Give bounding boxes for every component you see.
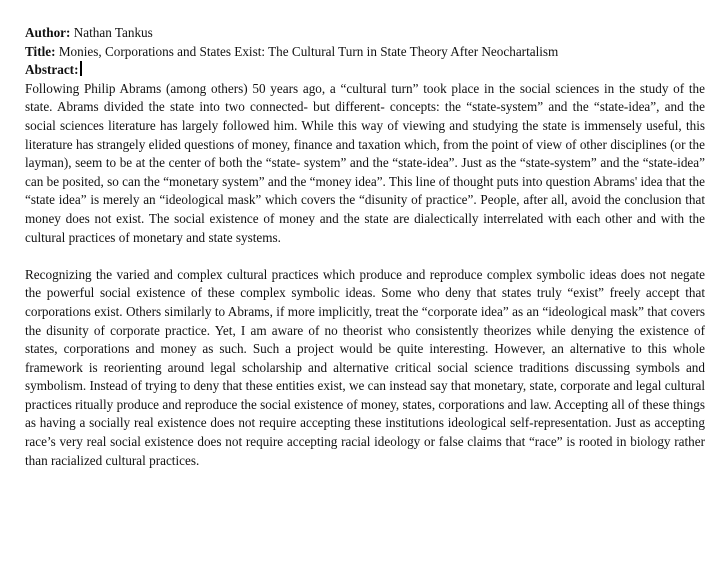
- text-cursor: [80, 61, 82, 76]
- abstract-paragraph-2: Recognizing the varied and complex cultural practices which produce and reproduce complex symbolic ideas does not negate the powerful social existence of these complex symbolic ideas. Some who deny that states truly “exist” freely accept that corporations exist. Others similarly to Abrams, if more implicitly, treat the “corporate idea” as an “ideological mask” that covers the disunity of corporate practice. Yet, I am aware of no theorist who consistently theorizes while denying the existence of states, corporations and money as such. Such a project would be quite interesting. However, an alternative to this whole framework is reorienting around legal scholarship and alternative critical social science traditions discussing symbols and symbolism. Instead of trying to deny that these entities exist, we can instead say that monetary, state, corporate and legal cultural practices ritually produce and reproduce the social existence of money, states, corporations and law. Accepting all of these things as having a socially real existence does not require accepting these institutions ideological self-representation. Just as accepting race’s very real social existence does not require accepting racial ideology or false claims that “race” is rooted in biology rather than racialized cultural practices.: [25, 266, 705, 468]
- abstract-label: Abstract:: [25, 62, 79, 78]
- document-body[interactable]: [25, 24, 705, 470]
- author-label: Author:: [25, 25, 71, 40]
- abstract-paragraph-1: Following Philip Abrams (among others) 50 years ago, a “cultural turn” took place in the social sciences in the study of the state. Abrams divided the state into two connected- but different- concepts: the “state-system” and the “state-idea”, and the social sciences literature has largely followed him. While this way of viewing and studying the state is immensely useful, this literature has strangely elided questions of money, finance and taxation which, from the point of view of other disciplines (or the layman), seem to be at the center of both the “state- system” and the “state-idea”. Just as the “state-system” and the “state-idea” can be posited, so can the “monetary system” and the “money idea”. This line of thought puts into question Abrams' idea that the “state idea” is merely an “ideological mask” which covers the “disunity of practice”. People, after all, avoid the conclusion that money does not exist. The social existence of money and the state are dialectically interrelated with each other and with the cultural practices of monetary and state systems.: [25, 80, 705, 245]
- abstract-line: [25, 61, 705, 80]
- title-line: [25, 43, 705, 62]
- author-line: [25, 24, 705, 43]
- author-name: Nathan Tankus: [73, 25, 153, 40]
- title-label: Title:: [25, 43, 56, 59]
- document-title: Monies, Corporations and States Exist: The Cultural Turn in State Theory After Neochartalism: [58, 43, 559, 59]
